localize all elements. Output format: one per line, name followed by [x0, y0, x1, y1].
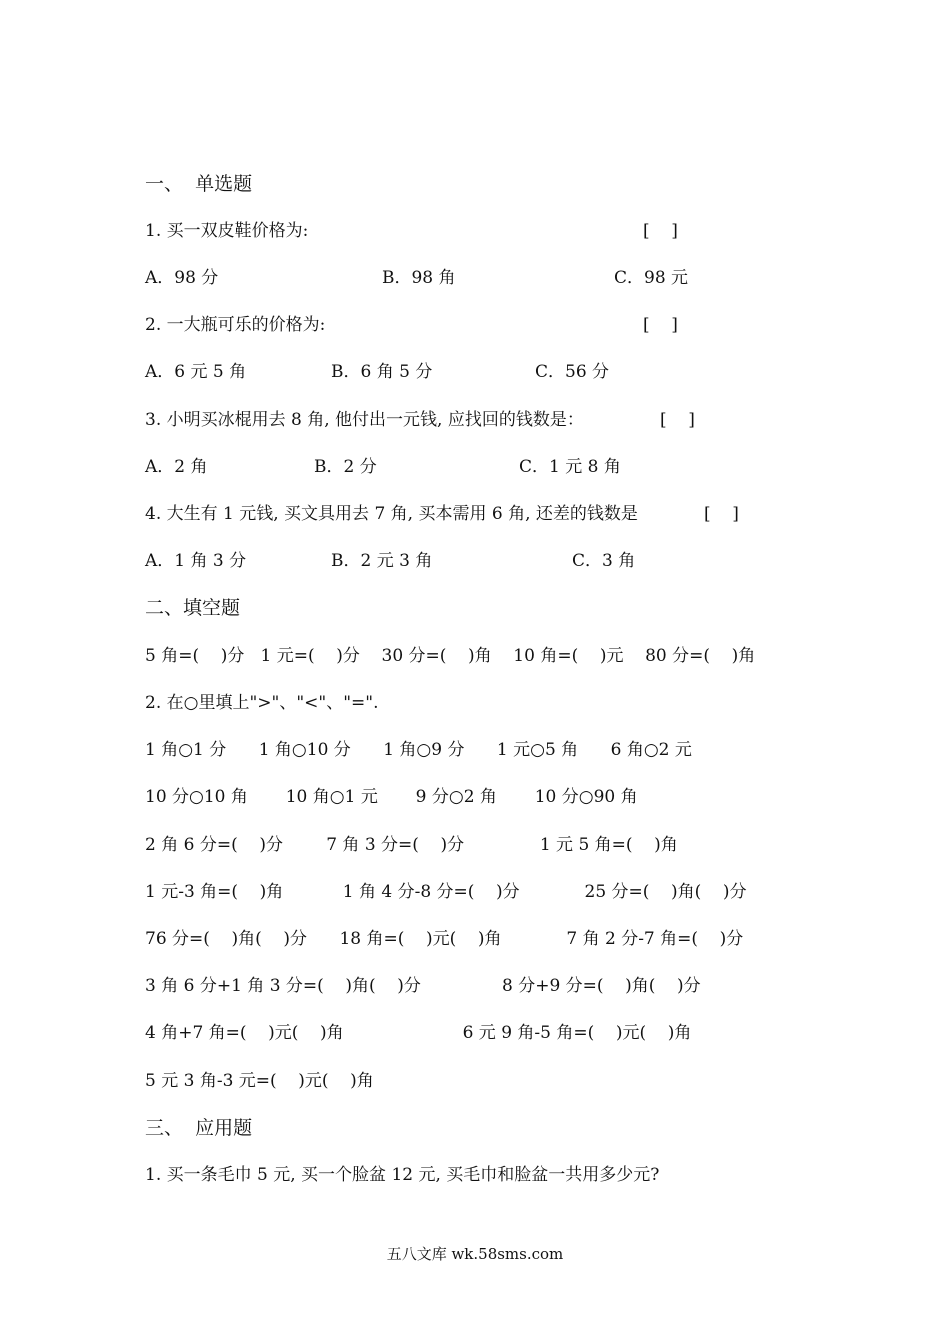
fill-line-4: 10 分○10 角 10 角○1 元 9 分○2 角 10 分○90 角 — [145, 787, 638, 807]
question-3-option-a: A．2 角 — [145, 457, 208, 477]
question-3-option-c: C．1 元 8 角 — [519, 457, 621, 477]
section-heading-application: 三、 应用题 — [145, 1117, 253, 1139]
fill-line-5: 2 角 6 分=( )分 7 角 3 分=( )分 1 元 5 角=( )角 — [145, 835, 678, 855]
question-4-answer-bracket: [ ] — [704, 504, 739, 524]
question-2-text: 2. 一大瓶可乐的价格为: — [145, 315, 326, 335]
fill-line-6: 1 元-3 角=( )角 1 角 4 分-8 分=( )分 25 分=( )角( )分 — [145, 882, 747, 902]
question-1-text: 1. 买一双皮鞋价格为: — [145, 221, 309, 241]
fill-line-8: 3 角 6 分+1 角 3 分=( )角( )分 8 分+9 分=( )角( )分 — [145, 976, 701, 996]
question-4-option-a: A．1 角 3 分 — [145, 551, 247, 571]
question-1-answer-bracket: [ ] — [643, 221, 678, 241]
question-1-option-a: A．98 分 — [145, 268, 219, 288]
fill-line-1: 5 角=( )分 1 元=( )分 30 分=( )角 10 角=( )元 80 分=( )角 — [145, 646, 756, 666]
fill-line-2: 2. 在○里填上">"、"<"、"=". — [145, 693, 379, 713]
question-4-option-b: B．2 元 3 角 — [331, 551, 433, 571]
section-heading-single-choice: 一、 单选题 — [145, 173, 253, 195]
question-2-option-b: B．6 角 5 分 — [331, 362, 433, 382]
application-question-1: 1. 买一条毛巾 5 元, 买一个脸盆 12 元, 买毛巾和脸盆一共用多少元? — [145, 1165, 660, 1185]
question-4-text: 4. 大生有 1 元钱, 买文具用去 7 角, 买本需用 6 角, 还差的钱数是 — [145, 504, 638, 524]
question-3-answer-bracket: [ ] — [660, 410, 695, 430]
question-1-option-c: C．98 元 — [614, 268, 689, 288]
fill-line-7: 76 分=( )角( )分 18 角=( )元( )角 7 角 2 分-7 角=( )分 — [145, 929, 744, 949]
footer-watermark: 五八文库 wk.58sms.com — [386, 1245, 564, 1263]
section-heading-fill-blank: 二、填空题 — [145, 597, 241, 619]
question-1-option-b: B．98 角 — [382, 268, 456, 288]
question-2-option-a: A．6 元 5 角 — [145, 362, 247, 382]
question-4-option-c: C．3 角 — [572, 551, 636, 571]
fill-line-10: 5 元 3 角-3 元=( )元( )角 — [145, 1071, 374, 1091]
fill-line-9: 4 角+7 角=( )元( )角 6 元 9 角-5 角=( )元( )角 — [145, 1023, 692, 1043]
question-3-text: 3. 小明买冰棍用去 8 角, 他付出一元钱, 应找回的钱数是： — [145, 410, 584, 430]
question-3-option-b: B．2 分 — [314, 457, 377, 477]
fill-line-3: 1 角○1 分 1 角○10 分 1 角○9 分 1 元○5 角 6 角○2 元 — [145, 740, 692, 760]
question-2-answer-bracket: [ ] — [643, 315, 678, 335]
question-2-option-c: C．56 分 — [535, 362, 610, 382]
